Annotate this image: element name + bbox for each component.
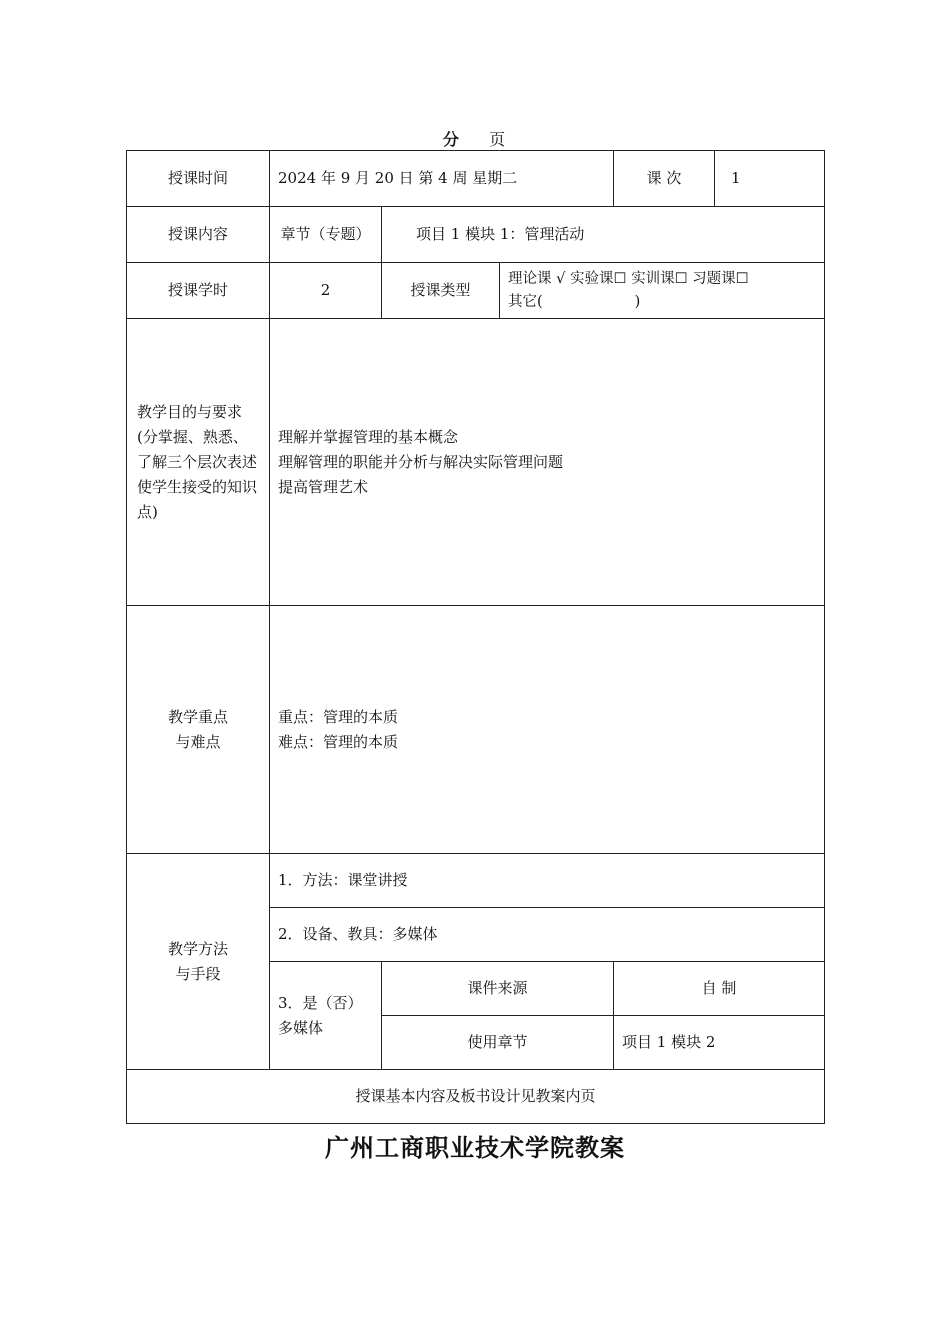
label-time: 授课时间 <box>127 151 270 207</box>
value-source: 自 制 <box>614 962 825 1016</box>
label-objectives <box>127 319 270 606</box>
multimedia-line2: 多媒体 <box>278 1018 324 1037</box>
objective-item: 提高管理艺术 <box>278 477 369 496</box>
label-hours: 授课学时 <box>127 263 270 319</box>
objective-item: 理解并掌握管理的基本概念 <box>278 427 459 446</box>
label-objectives-text: 教学目的与要求(分掌握、熟悉、了解三个层次表述使学生接受的知识点) <box>137 402 258 521</box>
document-title: 广州工商职业技术学院教案 <box>325 1134 625 1162</box>
heading-right: 页 <box>489 130 508 149</box>
type-other <box>508 291 816 314</box>
label-chapter: 章节（专题） <box>270 207 382 263</box>
key-point: 重点：管理的本质 <box>278 707 399 726</box>
label-session: 课 次 <box>614 151 715 207</box>
label-methods-line1: 教学方法 <box>167 939 228 958</box>
value-chapter: 项目 1 模块 1：管理活动 <box>382 207 825 263</box>
row-key-points <box>127 606 825 854</box>
row-hours <box>127 263 825 319</box>
row-content <box>127 207 825 263</box>
lesson-plan-table <box>126 150 825 1124</box>
note: 授课基本内容及板书设计见教案内页 <box>127 1070 825 1124</box>
label-source: 课件来源 <box>382 962 614 1016</box>
value-method: 1．方法：课堂讲授 <box>270 854 825 908</box>
heading-left: 分 <box>442 130 461 149</box>
value-multimedia <box>270 962 382 1070</box>
label-type <box>382 263 500 319</box>
row-method <box>127 854 825 908</box>
label-key-points-line2: 与难点 <box>175 732 221 751</box>
label-used-chapter: 使用章节 <box>382 1016 614 1070</box>
row-time <box>127 151 825 207</box>
value-type <box>500 263 825 319</box>
type-other-close: ) <box>634 293 641 310</box>
row-objectives <box>127 319 825 606</box>
label-methods-line2: 与手段 <box>175 964 221 983</box>
label-content: 授课内容 <box>127 207 270 263</box>
label-type-text: 授课类型 <box>410 281 471 299</box>
value-used-chapter: 项目 1 模块 2 <box>614 1016 825 1070</box>
objectives-content <box>270 319 825 606</box>
value-session: 1 <box>715 151 825 207</box>
multimedia-line1: 3．是（否） <box>278 993 363 1012</box>
label-key-points-line1: 教学重点 <box>167 707 228 726</box>
value-hours: 2 <box>270 263 382 319</box>
objective-item: 理解管理的职能并分析与解决实际管理问题 <box>278 452 564 471</box>
type-options: 理论课 √ 实验课☐ 实训课☐ 习题课☐ <box>508 270 749 287</box>
label-key-points <box>127 606 270 854</box>
type-other-open: 其它( <box>508 293 543 310</box>
value-time: 2024 年 9 月 20 日 第 4 周 星期二 <box>270 151 614 207</box>
difficult-point: 难点：管理的本质 <box>278 732 399 751</box>
key-points-content <box>270 606 825 854</box>
label-methods <box>127 854 270 1070</box>
row-note <box>127 1070 825 1124</box>
page-break-heading <box>0 127 950 150</box>
value-equipment: 2．设备、教具：多媒体 <box>270 908 825 962</box>
